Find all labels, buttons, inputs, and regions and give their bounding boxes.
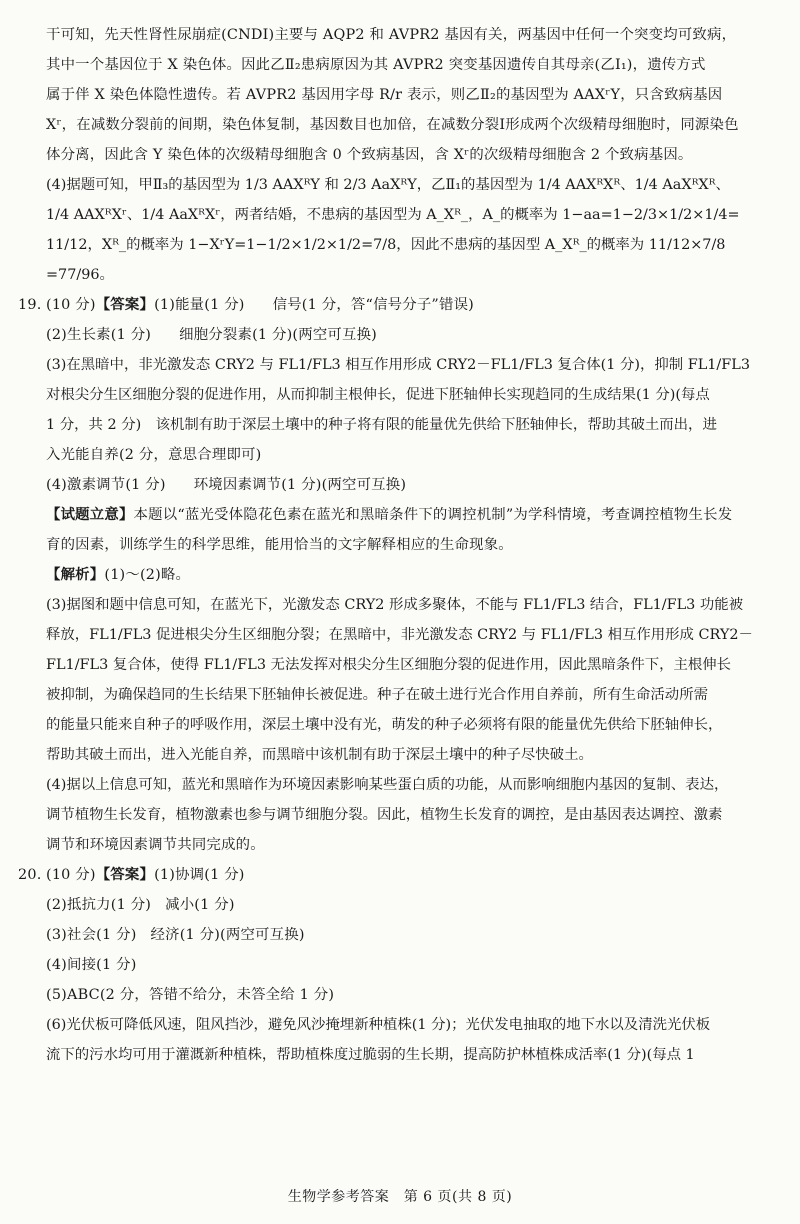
- text-line: 的能量只能来自种子的呼吸作用，深层土壤中没有光，萌发的种子必须将有限的能量优先供给下胚轴伸长，: [46, 717, 723, 733]
- question-number: 20.: [18, 867, 42, 883]
- analysis-tag: 【解析】: [46, 566, 105, 583]
- text-line: 干可知，先天性肾性尿崩症(CNDI)主要与 AQP2 和 AVPR2 基因有关，两基因中任何一个突变均可致病，: [46, 27, 737, 43]
- intent-line-1: [46, 500, 782, 530]
- text-line: FL1/FL3 复合体，使得 FL1/FL3 无法发挥对根尖分生区细胞分裂的促进作用，因此黑暗条件下，主根伸长: [46, 657, 732, 673]
- text-line: 释放，FL1/FL3 促进根尖分生区细胞分裂；在黑暗中，非光激发态 CRY2 与 FL1/FL3 相互作用形成 CRY2－: [46, 627, 753, 643]
- text-line: (4)据题可知，甲Ⅱ₃的基因型为 1/3 AAXᴿY 和 2/3 AaXᴿY，乙Ⅱ₁的基因型为 1/4 AAXᴿXᴿ、1/4 AaXᴿXᴿ、: [46, 177, 730, 193]
- paragraph-q18-part3-continued: [46, 20, 782, 170]
- answer-item: 信号(1 分，答“信号分子”错误): [272, 297, 474, 313]
- text-line: 育的因素，训练学生的科学思维，能用恰当的文字解释相应的生命现象。: [46, 537, 513, 553]
- text-line: (3)据图和题中信息可知，在蓝光下，光激发态 CRY2 形成多聚体，不能与 FL1/FL3 结合，FL1/FL3 功能被: [46, 597, 744, 613]
- text-line: (4)据以上信息可知，蓝光和黑暗作为环境因素影响某些蛋白质的功能，从而影响细胞内基因的复制、表达，: [46, 777, 729, 793]
- q20-answer-line-1: [18, 860, 782, 890]
- text-line: 属于伴 X 染色体隐性遗传。若 AVPR2 基因用字母 R/r 表示，则乙Ⅱ₂的基因型为 AAXʳY，只含致病基因: [46, 87, 723, 103]
- text-line: 1 分，共 2 分) 该机制有助于深层土壤中的种子将有限的能量优先供给下胚轴伸长，帮助其破土而出，进: [46, 417, 717, 433]
- text-line: (6)光伏板可降低风速，阻风挡沙，避免风沙掩埋新种植株(1 分)；光伏发电抽取的地下水以及清洗光伏板: [46, 1017, 711, 1033]
- text-line: 1/4 AAXᴿXʳ、1/4 AaXᴿXʳ，两者结婚，不患病的基因型为 A_Xᴿ_，A_的概率为 1−aa=1−2/3×1/2×1/4=: [46, 207, 740, 223]
- text-line: 其中一个基因位于 X 染色体。因此乙Ⅱ₂患病原因为其 AVPR2 突变基因遗传自其母亲(乙Ⅰ₁)，遗传方式: [46, 57, 706, 73]
- question-19: [18, 290, 782, 860]
- answer-item: (1)协调(1 分): [154, 867, 245, 883]
- question-score: (10 分): [46, 297, 96, 313]
- text-line: (3)在黑暗中，非光激发态 CRY2 与 FL1/FL3 相互作用形成 CRY2－FL1/FL3 复合体(1 分)，抑制 FL1/FL3: [46, 357, 750, 373]
- question-number: 19.: [18, 297, 42, 313]
- analysis-line-1: [46, 560, 782, 590]
- text-line: 体分离，因此含 Y 染色体的次级精母细胞含 0 个致病基因，含 Xʳ的次级精母细胞含 2 个致病基因。: [46, 147, 693, 163]
- answer-tag: 【答案】: [95, 296, 155, 313]
- text-line: (5)ABC(2 分，答错不给分，未答全给 1 分): [46, 987, 335, 1003]
- answer-item: (1)能量(1 分): [154, 297, 245, 313]
- intent-tag: 【试题立意】: [46, 506, 134, 523]
- paragraph-q18-part4: [46, 170, 782, 290]
- text-line: 流下的污水均可用于灌溉新种植株，帮助植株度过脆弱的生长期，提高防护林植株成活率(1 分)(每点 1: [46, 1047, 695, 1063]
- text-line: 对根尖分生区细胞分裂的促进作用，从而抑制主根伸长，促进下胚轴伸长实现趋同的生成结果(1 分)(每点: [46, 387, 710, 403]
- text-line: 11/12，Xᴿ_的概率为 1−XʳY=1−1/2×1/2×1/2=7/8，因此不患病的基因型 A_Xᴿ_的概率为 11/12×7/8: [46, 237, 726, 253]
- answer-item: (2)抵抗力(1 分): [46, 897, 152, 913]
- text-line: =77/96。: [46, 267, 114, 283]
- answer-item: (2)生长素(1 分): [46, 327, 152, 343]
- question-score: (10 分): [46, 867, 96, 883]
- q19-answer-line-4: [46, 470, 782, 500]
- answer-tag: 【答案】: [95, 866, 155, 883]
- q20-answer-line-2: [46, 890, 782, 920]
- answer-item: (3)社会(1 分): [46, 927, 137, 943]
- text-line: (4)间接(1 分): [46, 957, 137, 973]
- answer-item: 环境因素调节(1 分)(两空可互换): [193, 477, 407, 493]
- text-line: 帮助其破土而出，进入光能自养，而黑暗中该机制有助于深层土壤中的种子尽快破土。: [46, 747, 593, 763]
- text-line: 调节和环境因素调节共同完成的。: [46, 837, 265, 853]
- page-footer: 生物学参考答案 第 6 页(共 8 页): [287, 1189, 513, 1205]
- question-20: [18, 860, 782, 1070]
- answer-item: 细胞分裂素(1 分)(两空可互换): [179, 327, 377, 343]
- answer-item: (4)激素调节(1 分): [46, 477, 166, 493]
- q20-answer-line-3: [46, 920, 782, 950]
- intent-text: 本题以“蓝光受体隐花色素在蓝光和黑暗条件下的调控机制”为学科情境，考查调控植物生长发: [133, 507, 733, 523]
- answer-item: 经济(1 分)(两空可互换): [150, 927, 305, 943]
- q19-answer-line-2: [46, 320, 782, 350]
- analysis-text: (1)～(2)略。: [104, 567, 191, 583]
- q19-answer-line-1: [18, 290, 782, 320]
- text-line: 被抑制，为确保趋同的生长结果下胚轴伸长被促进。种子在破土进行光合作用自养前，所有生命活动所需: [46, 687, 708, 703]
- text-line: 入光能自养(2 分，意思合理即可): [46, 447, 262, 463]
- text-line: Xʳ，在减数分裂前的间期，染色体复制，基因数目也加倍，在减数分裂Ⅰ形成两个次级精母细胞时，同源染色: [46, 117, 739, 133]
- answer-item: 减小(1 分): [165, 897, 235, 913]
- text-line: 调节植物生长发育，植物激素也参与调节细胞分裂。因此，植物生长发育的调控，是由基因表达调控、激素: [46, 807, 723, 823]
